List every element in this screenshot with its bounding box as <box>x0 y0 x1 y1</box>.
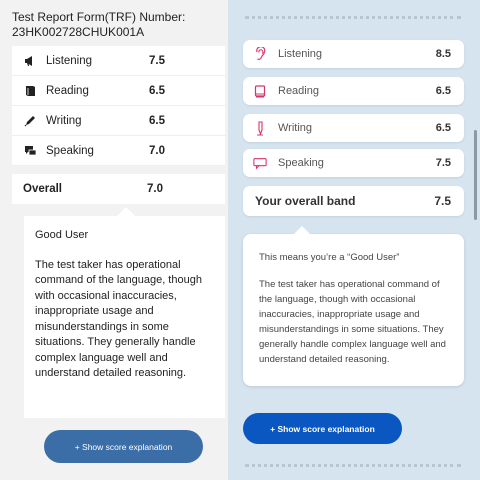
show-score-explanation-button[interactable]: + Show score explanation <box>44 430 203 463</box>
right-panel <box>228 0 480 480</box>
overall-row <box>12 174 225 204</box>
score-value: 7.5 <box>435 157 451 169</box>
score-row-writing <box>12 106 225 136</box>
score-label: Reading <box>278 85 319 97</box>
score-label: Listening <box>46 54 93 67</box>
overall-label: Your overall band <box>255 194 356 208</box>
score-row-reading <box>12 76 225 106</box>
trf-label: Test Report Form(TRF) Number: <box>12 10 186 24</box>
overall-band-card <box>243 186 464 216</box>
show-score-explanation-button[interactable]: + Show score explanation <box>243 413 402 444</box>
score-value: 7.0 <box>149 144 165 157</box>
score-value: 7.5 <box>149 54 165 67</box>
overall-value: 7.0 <box>147 183 163 195</box>
score-label: Speaking <box>278 157 324 169</box>
score-value: 6.5 <box>435 122 451 134</box>
megaphone-icon <box>23 55 37 67</box>
chat-bubbles-icon <box>23 145 37 157</box>
score-row-speaking <box>12 136 225 166</box>
band-description <box>24 216 225 418</box>
score-value: 6.5 <box>149 114 165 127</box>
dotted-divider <box>245 16 461 19</box>
band-description-text: The test taker has operational command of the language, though with occasional inaccuracies, inappropriate usage and misunderstandings in some situations. They generally handle complex language well and understand detailed reasoning. <box>259 279 446 365</box>
score-card-writing <box>243 114 464 142</box>
score-label: Speaking <box>46 144 94 157</box>
scrollbar[interactable] <box>474 130 477 220</box>
trf-value: 23HK002728CHUK001A <box>12 25 145 39</box>
score-value: 6.5 <box>149 84 165 97</box>
callout-pointer <box>293 226 311 235</box>
band-title: This means you’re a “Good User” <box>259 252 400 263</box>
score-value: 8.5 <box>435 48 451 60</box>
score-card-speaking <box>243 149 464 177</box>
score-label: Reading <box>46 84 89 97</box>
score-card-listening <box>243 40 464 68</box>
score-label: Writing <box>278 122 313 134</box>
left-panel <box>0 0 228 480</box>
band-description-text: The test taker has operational command of the language, though with occasional inaccuracies, inappropriate usage and misunderstandings in some situations. They generally handle complex language well and understand detailed reasoning. <box>35 258 202 379</box>
overall-label: Overall <box>23 183 62 195</box>
score-label: Writing <box>46 114 82 127</box>
overall-value: 7.5 <box>434 194 451 208</box>
callout-pointer <box>116 207 136 217</box>
dotted-divider <box>245 464 461 467</box>
band-description <box>243 234 464 386</box>
book-icon <box>23 85 37 97</box>
score-label: Listening <box>278 48 323 60</box>
score-value: 6.5 <box>435 85 451 97</box>
score-row-listening <box>12 46 225 76</box>
score-list <box>12 46 225 166</box>
pen-icon <box>253 121 267 136</box>
book-icon <box>253 85 267 98</box>
speech-bubble-icon <box>253 157 267 170</box>
band-title: Good User <box>35 229 89 241</box>
trf-number <box>12 10 222 40</box>
ear-icon <box>253 47 267 61</box>
pen-icon <box>23 115 37 127</box>
score-card-reading <box>243 77 464 105</box>
